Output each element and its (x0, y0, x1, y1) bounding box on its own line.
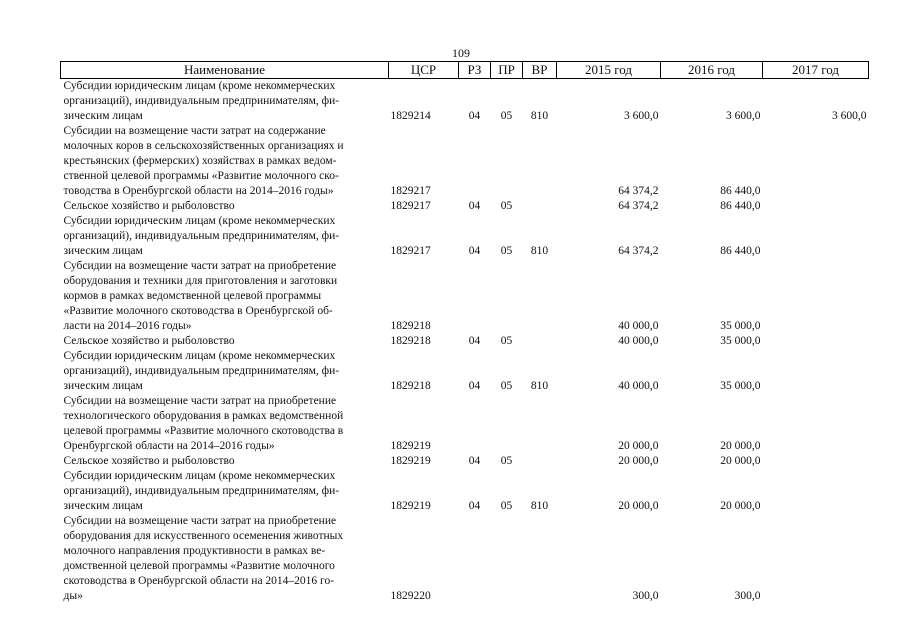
row-csr: 1829217 (390, 245, 431, 257)
row-2016: 35 000,0 (720, 320, 761, 332)
row-rz (459, 124, 491, 199)
table-row (61, 514, 869, 604)
table-row (61, 199, 869, 214)
row-csr: 1829217 (390, 200, 431, 212)
header-name: Наименование (61, 62, 389, 79)
row-csr: 1829219 (390, 500, 431, 512)
row-vr (523, 124, 557, 199)
row-name: Субсидии юридическим лицам (кроме некоммерческих организаций), индивидуальным предпринимателям, фи- зическим лицам (63, 350, 340, 392)
row-2016: 300,0 (734, 590, 761, 602)
row-2017 (763, 514, 869, 604)
row-csr: 1829217 (390, 185, 431, 197)
row-rz: 04 (468, 380, 481, 392)
row-2015: 64 374,2 (618, 245, 659, 257)
row-pr (491, 259, 523, 334)
row-2015: 64 374,2 (618, 200, 659, 212)
row-2017 (763, 259, 869, 334)
row-2016: 35 000,0 (720, 335, 761, 347)
row-csr: 1829219 (390, 440, 431, 452)
row-rz: 04 (468, 110, 481, 122)
row-rz: 04 (468, 200, 481, 212)
row-name: Субсидии на возмещение части затрат на содержание молочных коров в сельскохозяйственных организациях и крестьянских (фермерских) хозяйствах в рамках ведом- ственной целевой программы «Развитие молочного ско- товодства в Оренбургской области на 2014–2016 годы» (63, 125, 344, 197)
row-rz (459, 259, 491, 334)
row-2017 (763, 334, 869, 349)
row-vr: 810 (530, 110, 549, 122)
row-name: Сельское хозяйство и рыболовство (63, 200, 235, 212)
row-2015: 3 600,0 (624, 110, 659, 122)
header-rz: РЗ (459, 62, 491, 79)
row-2016: 3 600,0 (726, 110, 761, 122)
table-row (61, 454, 869, 469)
row-2015: 40 000,0 (618, 320, 659, 332)
row-pr: 05 (500, 335, 513, 347)
table-row (61, 214, 869, 259)
row-name: Субсидии на возмещение части затрат на приобретение технологического оборудования в рамках ведомственной целевой программы «Развитие молочного скотоводства в Оренбургской области на 2014–2016 годы» (63, 395, 344, 452)
row-vr: 810 (530, 380, 549, 392)
row-2016: 86 440,0 (720, 200, 761, 212)
row-name: Субсидии юридическим лицам (кроме некоммерческих организаций), индивидуальным предпринимателям, фи- зическим лицам (63, 80, 340, 122)
row-vr (523, 334, 557, 349)
header-pr: ПР (491, 62, 523, 79)
row-vr (523, 199, 557, 214)
table-row (61, 394, 869, 454)
row-pr: 05 (500, 110, 513, 122)
table-row (61, 469, 869, 514)
header-csr: ЦСР (389, 62, 459, 79)
row-2015: 20 000,0 (618, 500, 659, 512)
row-2017 (763, 199, 869, 214)
row-rz: 04 (468, 335, 481, 347)
row-csr: 1829218 (390, 320, 431, 332)
row-pr: 05 (500, 455, 513, 467)
row-csr: 1829218 (390, 380, 431, 392)
row-2017 (763, 214, 869, 259)
table-row (61, 79, 869, 125)
row-name: Субсидии на возмещение части затрат на приобретение оборудования для искусственного осеменения животных молочного направления продуктивности в рамках ве- домственной целевой программы «Развитие молочного скотоводства в Оренбургской области на 2014–2016 го- ды» (63, 515, 344, 602)
row-pr: 05 (500, 380, 513, 392)
budget-table (60, 61, 869, 604)
row-vr (523, 259, 557, 334)
row-rz (459, 394, 491, 454)
row-vr (523, 454, 557, 469)
table-row (61, 334, 869, 349)
row-vr: 810 (530, 245, 549, 257)
row-vr (523, 514, 557, 604)
row-2017 (763, 394, 869, 454)
table-row (61, 124, 869, 199)
table-row (61, 259, 869, 334)
row-2016: 20 000,0 (720, 455, 761, 467)
row-rz: 04 (468, 500, 481, 512)
row-vr (523, 394, 557, 454)
row-rz (459, 514, 491, 604)
row-csr: 1829219 (390, 455, 431, 467)
row-pr: 05 (500, 200, 513, 212)
table-row (61, 349, 869, 394)
row-2017: 3 600,0 (832, 110, 867, 122)
row-pr: 05 (500, 245, 513, 257)
row-csr: 1829218 (390, 335, 431, 347)
header-vr: ВР (523, 62, 557, 79)
row-2015: 20 000,0 (618, 455, 659, 467)
row-2015: 40 000,0 (618, 335, 659, 347)
page-number: 109 (452, 46, 470, 60)
row-2017 (763, 454, 869, 469)
header-2017: 2017 год (763, 62, 869, 79)
row-rz: 04 (468, 455, 481, 467)
row-csr: 1829220 (390, 590, 431, 602)
header-2015: 2015 год (557, 62, 661, 79)
row-rz: 04 (468, 245, 481, 257)
row-name: Сельское хозяйство и рыболовство (63, 455, 235, 467)
row-pr: 05 (500, 500, 513, 512)
row-csr: 1829214 (390, 110, 431, 122)
row-2017 (763, 349, 869, 394)
row-2015: 64 374,2 (618, 185, 659, 197)
row-name: Субсидии на возмещение части затрат на приобретение оборудования и техники для приготовления и заготовки кормов в рамках ведомственной целевой программы «Развитие молочного скотоводства в Оренбургской об- ласти на 2014–2016 годы» (63, 260, 338, 332)
row-2016: 86 440,0 (720, 245, 761, 257)
header-2016: 2016 год (661, 62, 763, 79)
row-2015: 40 000,0 (618, 380, 659, 392)
row-2016: 86 440,0 (720, 185, 761, 197)
row-2015: 300,0 (632, 590, 659, 602)
row-pr (491, 124, 523, 199)
row-name: Субсидии юридическим лицам (кроме некоммерческих организаций), индивидуальным предпринимателям, фи- зическим лицам (63, 470, 340, 512)
row-2017 (763, 124, 869, 199)
row-2016: 20 000,0 (720, 500, 761, 512)
row-name: Сельское хозяйство и рыболовство (63, 335, 235, 347)
row-2015: 20 000,0 (618, 440, 659, 452)
row-2017 (763, 469, 869, 514)
row-name: Субсидии юридическим лицам (кроме некоммерческих организаций), индивидуальным предпринимателям, фи- зическим лицам (63, 215, 340, 257)
row-vr: 810 (530, 500, 549, 512)
row-pr (491, 394, 523, 454)
row-2016: 20 000,0 (720, 440, 761, 452)
row-2016: 35 000,0 (720, 380, 761, 392)
table-header-row (61, 62, 869, 79)
row-pr (491, 514, 523, 604)
